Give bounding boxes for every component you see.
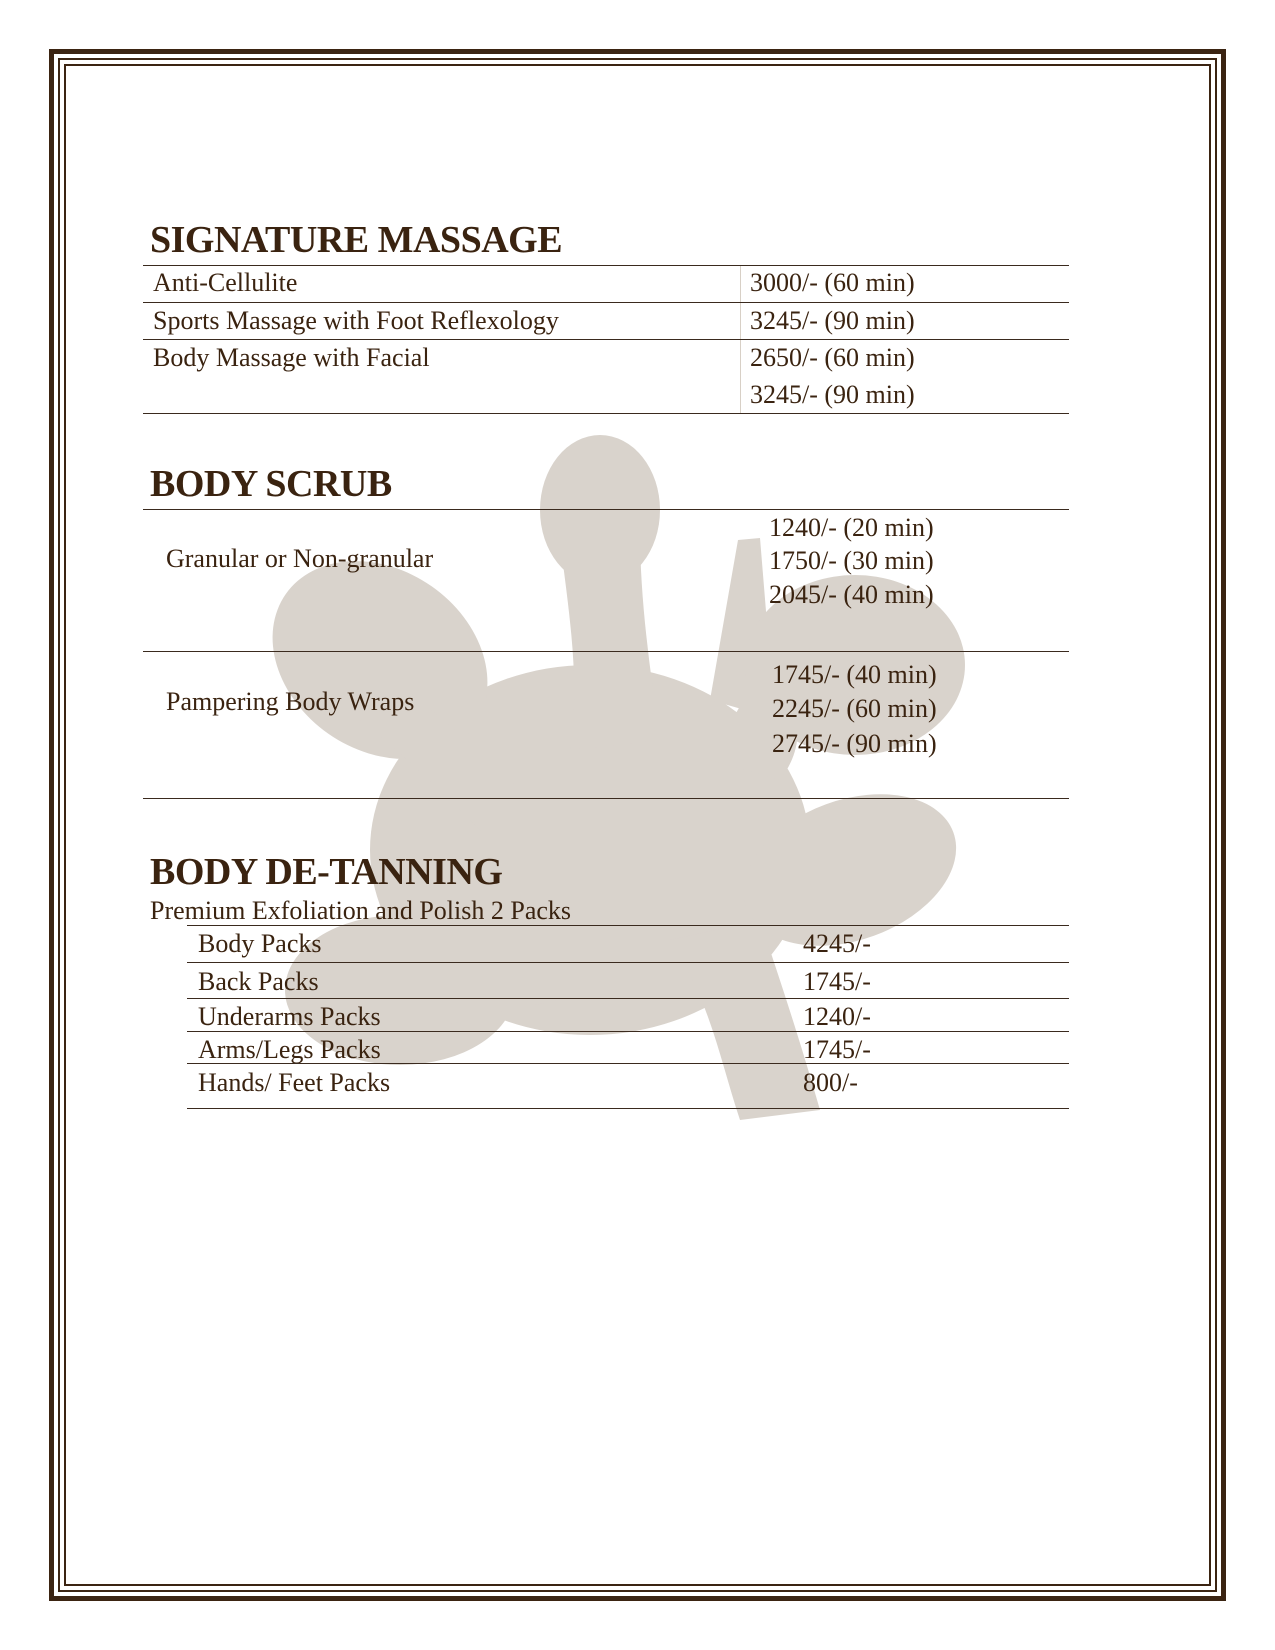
section-title-body-scrub: BODY SCRUB: [150, 463, 392, 505]
divider: [187, 1108, 1069, 1109]
service-price: 2745/- (90 min): [772, 729, 937, 758]
service-price: 1240/- (20 min): [769, 513, 934, 542]
service-name: Body Massage with Facial: [153, 343, 430, 372]
divider: [143, 302, 1069, 303]
service-price: 3245/- (90 min): [750, 306, 915, 335]
service-price: 1745/- (40 min): [772, 660, 937, 689]
divider: [187, 1063, 1069, 1064]
divider: [143, 509, 1069, 510]
service-price: 3245/- (90 min): [750, 380, 915, 409]
divider: [187, 925, 1069, 926]
divider: [187, 1031, 1069, 1032]
service-name: Hands/ Feet Packs: [198, 1068, 391, 1097]
service-price: 800/-: [803, 1068, 858, 1097]
service-price: 2245/- (60 min): [772, 694, 937, 723]
service-price: 2045/- (40 min): [769, 580, 934, 609]
divider: [143, 265, 1069, 266]
service-name: Arms/Legs Packs: [198, 1035, 381, 1064]
service-price: 1745/-: [803, 967, 871, 996]
service-price: 4245/-: [803, 929, 871, 958]
divider: [187, 998, 1069, 999]
divider: [187, 962, 1069, 963]
divider: [143, 651, 1069, 652]
service-price: 2650/- (60 min): [750, 343, 915, 372]
divider: [143, 798, 1069, 799]
service-name: Anti-Cellulite: [153, 268, 298, 297]
service-name: Body Packs: [198, 929, 322, 958]
service-name: Sports Massage with Foot Reflexology: [153, 306, 559, 335]
service-price: 1745/-: [803, 1035, 871, 1064]
section-title-body-detanning: BODY DE-TANNING: [150, 851, 503, 893]
column-divider: [740, 266, 741, 414]
service-name: Back Packs: [198, 967, 319, 996]
section-subtitle: Premium Exfoliation and Polish 2 Packs: [150, 896, 572, 925]
service-name: Underarms Packs: [198, 1002, 381, 1031]
service-price: 1750/- (30 min): [769, 546, 934, 575]
service-name: Granular or Non-granular: [166, 544, 434, 573]
service-name: Pampering Body Wraps: [166, 687, 415, 716]
section-title-signature-massage: SIGNATURE MASSAGE: [150, 219, 563, 261]
service-price: 3000/- (60 min): [750, 268, 915, 297]
service-price: 1240/-: [803, 1002, 871, 1031]
divider: [143, 339, 1069, 340]
divider: [143, 413, 1069, 414]
